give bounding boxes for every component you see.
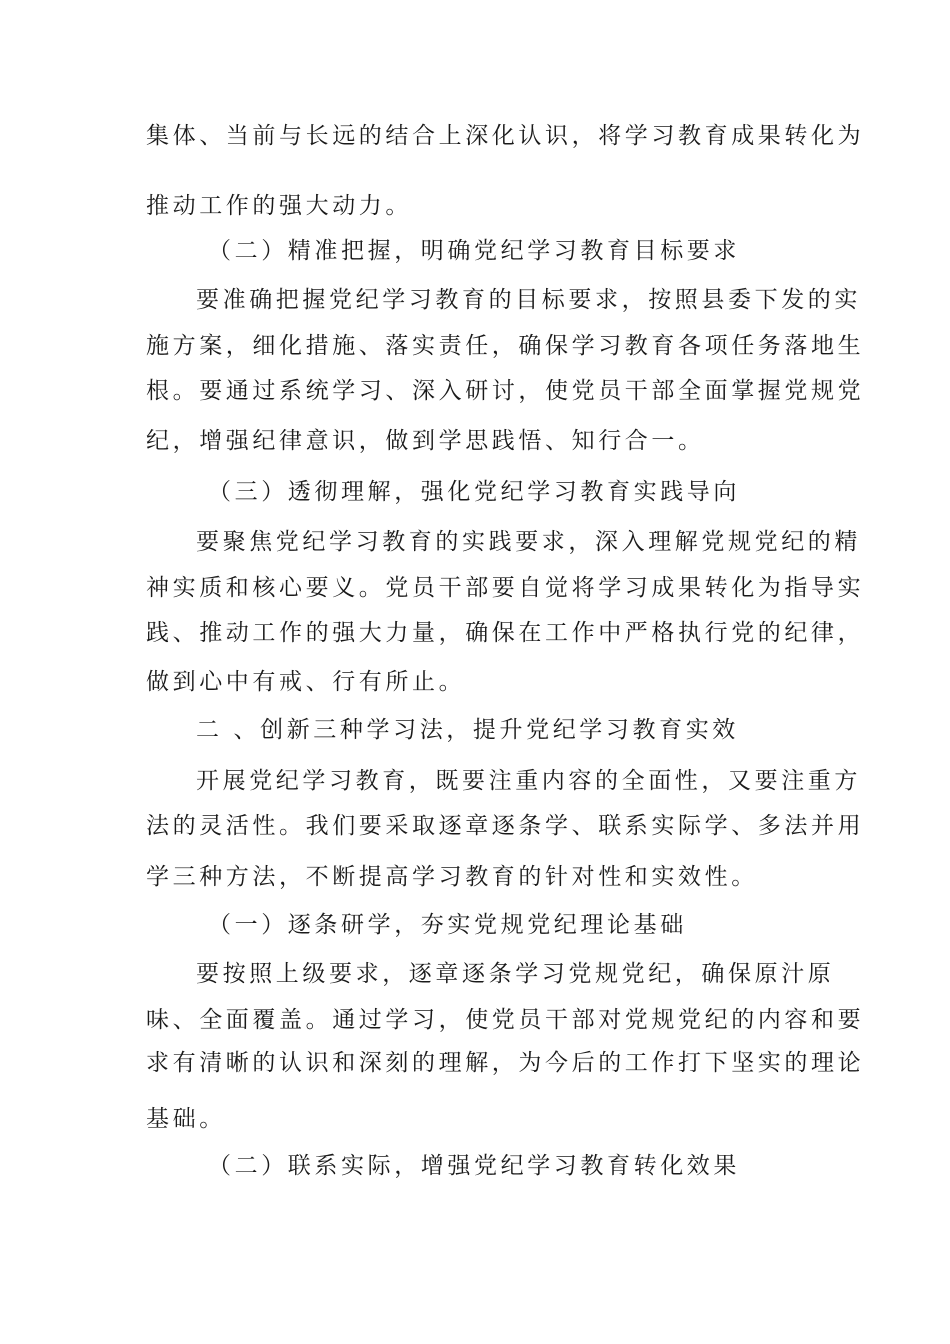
body-text-line: 基础。 xyxy=(146,1106,226,1132)
paragraph-first-line: 要按照上级要求，逐章逐条学习党规党纪，确保原汁原 xyxy=(196,961,835,987)
body-text-line: 法的灵活性。我们要采取逐章逐条学、联系实际学、多法并用 xyxy=(146,813,865,839)
paragraph-first-line: 开展党纪学习教育，既要注重内容的全面性，又要注重方 xyxy=(196,768,861,794)
paragraph-first-line: 要聚焦党纪学习教育的实践要求，深入理解党规党纪的精 xyxy=(196,529,861,555)
body-text-line: 求有清晰的认识和深刻的理解，为今后的工作打下坚实的理论 xyxy=(146,1050,865,1076)
body-text-line: 味、全面覆盖。通过学习，使党员干部对党规党纪的内容和要 xyxy=(146,1007,865,1033)
body-text-line: 纪，增强纪律意识，做到学思践悟、知行合一。 xyxy=(146,428,705,454)
section-heading: （三）透彻理解，强化党纪学习教育实践导向 xyxy=(208,479,740,505)
body-text-line: 践、推动工作的强大力量，确保在工作中严格执行党的纪律， xyxy=(146,620,865,646)
body-text-line: 推动工作的强大动力。 xyxy=(146,193,412,219)
section-heading: （二）精准把握，明确党纪学习教育目标要求 xyxy=(208,238,740,264)
section-heading: （一）逐条研学，夯实党规党纪理论基础 xyxy=(208,912,687,938)
section-heading: （二）联系实际，增强党纪学习教育转化效果 xyxy=(208,1153,740,1179)
body-text-line: 神实质和核心要义。党员干部要自觉将学习成果转化为指导实 xyxy=(146,575,865,601)
chapter-heading: 二 、创新三种学习法，提升党纪学习教育实效 xyxy=(196,717,739,743)
paragraph-first-line: 要准确把握党纪学习教育的目标要求，按照县委下发的实 xyxy=(196,287,861,313)
body-text-line: 集体、当前与长远的结合上深化认识，将学习教育成果转化为 xyxy=(146,123,865,149)
body-text-line: 学三种方法，不断提高学习教育的针对性和实效性。 xyxy=(146,864,758,890)
body-text-line: 做到心中有戒、行有所止。 xyxy=(146,669,466,695)
body-text-line: 根。要通过系统学习、深入研讨，使党员干部全面掌握党规党 xyxy=(146,378,865,404)
body-text-line: 施方案，细化措施、落实责任，确保学习教育各项任务落地生 xyxy=(146,333,865,359)
